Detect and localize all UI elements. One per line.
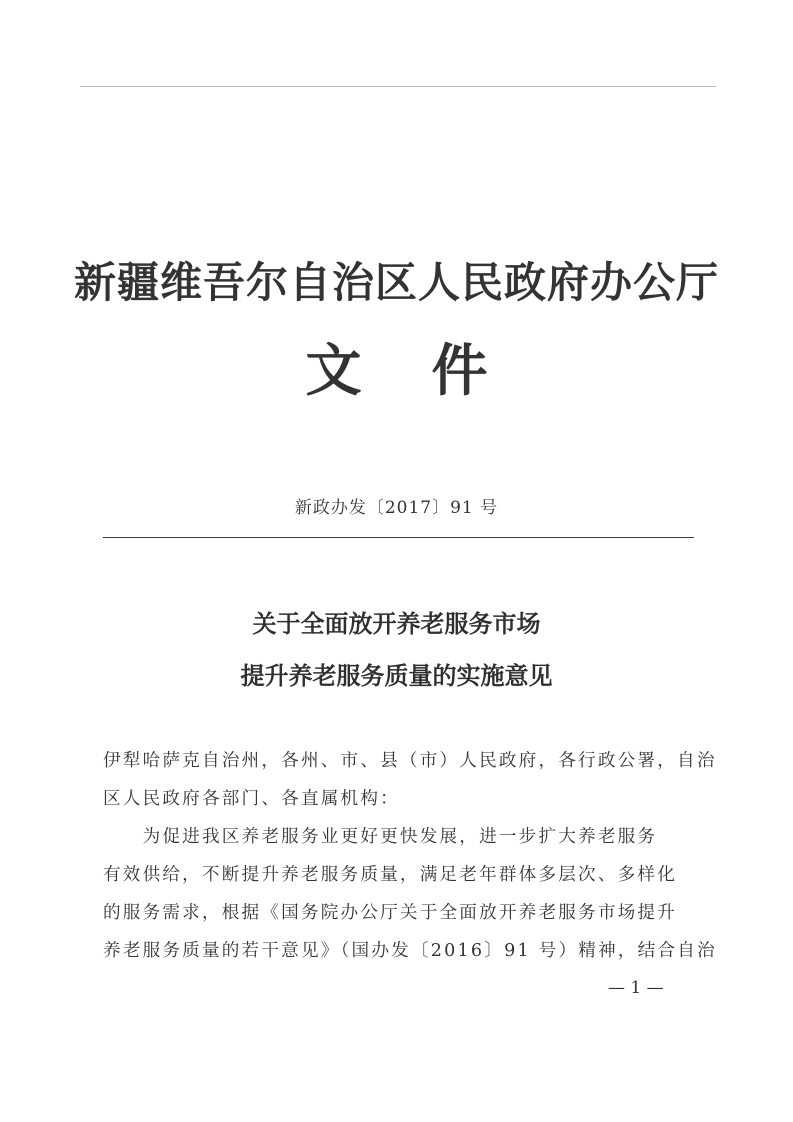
page-number: — 1 —	[608, 978, 664, 998]
paragraph-line: 有效供给，不断提升养老服务质量，满足老年群体多层次、多样化	[103, 865, 678, 885]
paragraph-line: 养老服务质量的若干意见》（国办发〔2016〕91 号）精神，结合自治	[103, 941, 717, 961]
addressee-block	[103, 742, 717, 818]
document-title-line-1: 关于全面放开养老服务市场	[252, 610, 541, 638]
addressee-line: 区人民政府各部门、各直属机构：	[103, 789, 400, 809]
top-divider	[80, 86, 716, 87]
document-title-line-2: 提升养老服务质量的实施意见	[240, 662, 553, 690]
addressee-line: 伊犁哈萨克自治州，各州、市、县（市）人民政府，各行政公署，自治	[103, 751, 717, 771]
body-paragraph	[103, 818, 717, 970]
paragraph-line: 的服务需求，根据《国务院办公厅关于全面放开养老服务市场提升	[103, 903, 678, 923]
paragraph-line: 为促进我区养老服务业更好更快发展，进一步扩大养老服务	[103, 827, 658, 847]
issuing-office-name: 新疆维吾尔自治区人民政府办公厅	[73, 258, 719, 307]
document-type-label: 文件	[305, 339, 558, 404]
header-divider	[103, 537, 694, 538]
document-number: 新政办发〔2017〕91 号	[294, 498, 499, 518]
